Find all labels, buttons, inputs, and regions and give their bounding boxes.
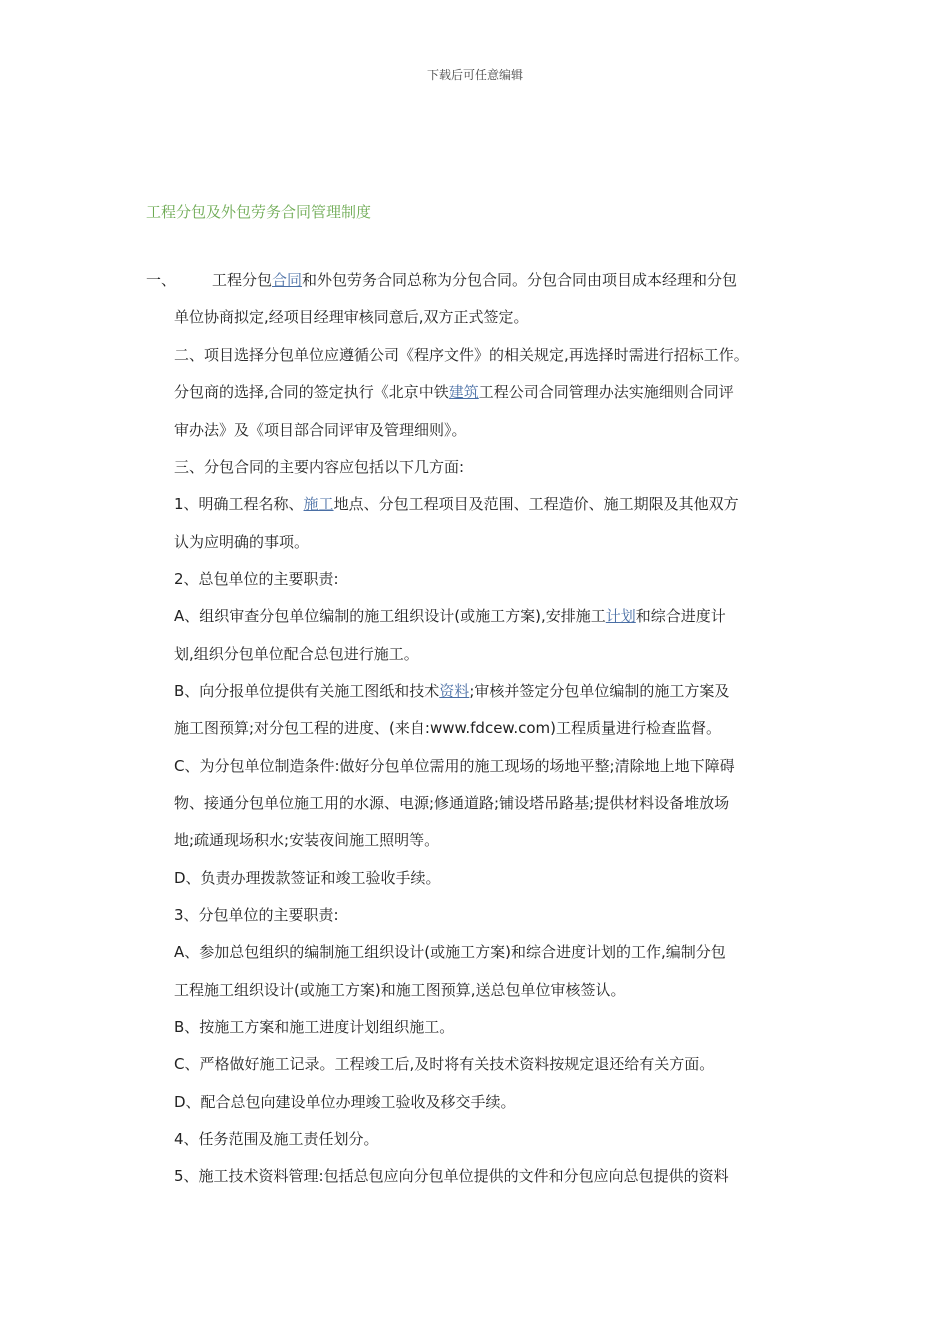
section-3-heading: 三、分包合同的主要内容应包括以下几方面: — [174, 458, 465, 476]
text-segment: ;审核并签定分包单位编制的施工方案及 — [469, 682, 730, 700]
text-segment: 1、明确工程名称、 — [174, 495, 304, 513]
item-2c-line-1: C、为分包单位制造条件:做好分包单位需用的施工现场的场地平整;清除地上地下障碍 — [174, 757, 735, 775]
item-2d: D、负责办理拨款签证和竣工验收手续。 — [174, 869, 441, 887]
building-link[interactable]: 建筑 — [448, 383, 479, 401]
item-2c-line-3: 地;疏通现场积水;安装夜间施工照明等。 — [174, 831, 440, 849]
construction-link[interactable]: 施工 — [303, 495, 334, 513]
item-2-heading: 2、总包单位的主要职责: — [174, 570, 339, 588]
item-2b-line-1 — [174, 680, 729, 702]
contract-link[interactable]: 合同 — [272, 271, 303, 289]
item-1-line-2: 认为应明确的事项。 — [174, 533, 310, 551]
text-segment: B、向分报单位提供有关施工图纸和技术 — [174, 682, 440, 700]
text-segment: 分包商的选择,合同的签定执行《北京中铁 — [174, 383, 449, 401]
text-segment: 地点、分包工程项目及范围、工程造价、施工期限及其他双方 — [333, 495, 739, 513]
item-5: 5、施工技术资料管理:包括总包应向分包单位提供的文件和分包应向总包提供的资料 — [174, 1167, 729, 1185]
item-2b-line-2: 施工图预算;对分包工程的进度、(来自:www.fdcew.com)工程质量进行检查监督。 — [174, 719, 721, 737]
page-header: 下载后可任意编辑 — [426, 68, 523, 82]
plan-link[interactable]: 计划 — [605, 607, 636, 625]
item-3-heading: 3、分包单位的主要职责: — [174, 906, 339, 924]
section-2-line-1: 二、项目选择分包单位应遵循公司《程序文件》的相关规定,再选择时需进行招标工作。 — [174, 346, 749, 364]
section-1-line-1 — [212, 269, 737, 291]
document-title: 工程分包及外包劳务合同管理制度 — [146, 203, 372, 221]
item-3c: C、严格做好施工记录。工程竣工后,及时将有关技术资料按规定退还给有关方面。 — [174, 1055, 715, 1073]
text-segment: 和综合进度计 — [635, 607, 726, 625]
item-2a-line-1 — [174, 605, 726, 627]
section-1-line-2: 单位协商拟定,经项目经理审核同意后,双方正式签定。 — [174, 308, 529, 326]
item-3a-line-1: A、参加总包组织的编制施工组织设计(或施工方案)和综合进度计划的工作,编制分包 — [174, 943, 726, 961]
materials-link[interactable]: 资料 — [439, 682, 470, 700]
item-4: 4、任务范围及施工责任划分。 — [174, 1130, 379, 1148]
text-segment: 和外包劳务合同总称为分包合同。分包合同由项目成本经理和分包 — [302, 271, 738, 289]
item-2a-line-2: 划,组织分包单位配合总包进行施工。 — [174, 645, 419, 663]
item-3b: B、按施工方案和施工进度计划组织施工。 — [174, 1018, 455, 1036]
text-segment: 工程分包 — [212, 271, 273, 289]
section-2-line-3: 审办法》及《项目部合同评审及管理细则》。 — [174, 421, 467, 439]
text-segment: 工程公司合同管理办法实施细则合同评 — [478, 383, 734, 401]
item-3d: D、配合总包向建设单位办理竣工验收及移交手续。 — [174, 1093, 516, 1111]
section-2-line-2 — [174, 381, 734, 403]
item-2c-line-2: 物、接通分包单位施工用的水源、电源;修通道路;铺设塔吊路基;提供材料设备堆放场 — [174, 794, 730, 812]
section-1-number: 一、 — [146, 271, 177, 289]
text-segment: A、组织审查分包单位编制的施工组织设计(或施工方案),安排施工 — [174, 607, 606, 625]
item-3a-line-2: 工程施工组织设计(或施工方案)和施工图预算,送总包单位审核签认。 — [174, 981, 626, 999]
item-1-line-1 — [174, 493, 739, 515]
